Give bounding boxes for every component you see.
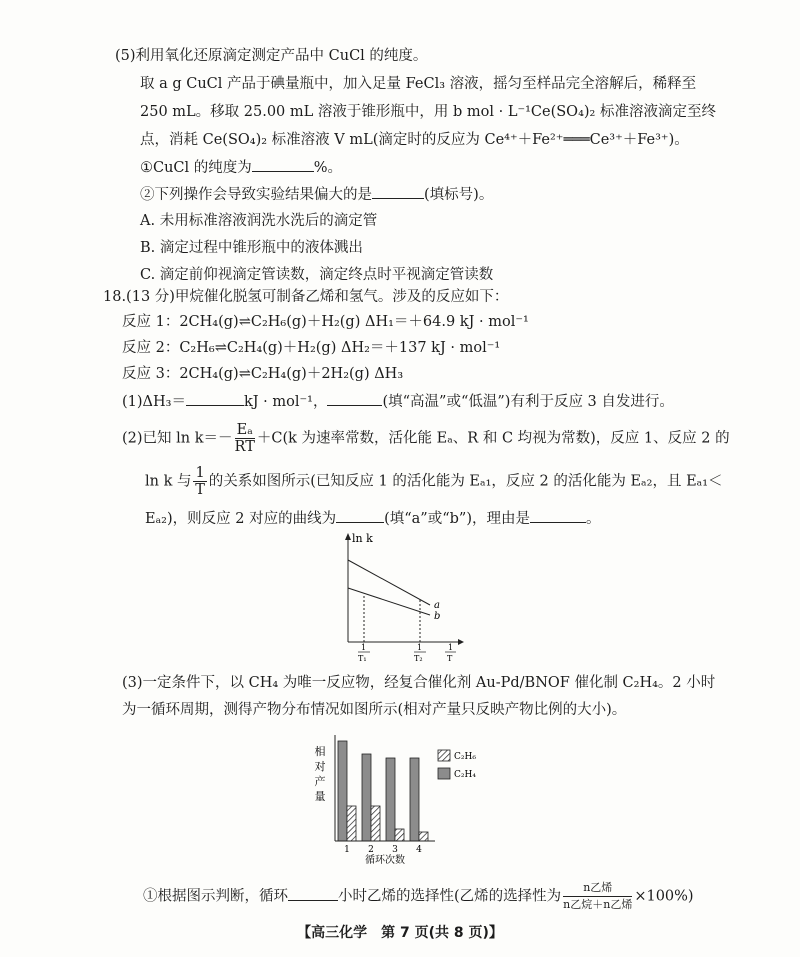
q18-part3-sub1 — [143, 880, 694, 913]
tick-t1-den: T₁ — [358, 654, 367, 663]
bar-c2h4-cycle-2 — [362, 754, 371, 841]
y-axis-label: ln k — [352, 532, 373, 545]
q17-5-sub2-hint: (填标号)。 — [424, 187, 494, 203]
selectivity-fraction — [563, 880, 632, 913]
reaction-2: 反应 2：C₂H₆⇌C₂H₄(g)＋H₂(g) ΔH₂＝＋137 kJ · mol⁻¹ — [122, 340, 501, 356]
curve-a-label: a — [434, 600, 440, 611]
q18-part2-relation: 的关系如图所示(已知反应 1 的活化能为 Eₐ₁，反应 2 的活化能为 Eₐ₂，且 Eₐ₁＜ — [208, 473, 723, 490]
q18-part1-text: (1)ΔH₃＝ — [122, 394, 186, 410]
q18-part1-unit: kJ · mol⁻¹， — [243, 394, 328, 410]
x-tick-label: 1 — [344, 845, 350, 855]
fraction-denominator: n乙烷＋n乙烯 — [563, 898, 633, 911]
legend-swatch-c2h4 — [438, 768, 450, 779]
bar-c2h6-cycle-4 — [419, 832, 428, 841]
q18-part3-sub1-end: ×100%) — [634, 888, 694, 905]
q17-5-sub1 — [140, 157, 342, 178]
curve-b — [348, 588, 430, 615]
option-b: B. 滴定过程中锥形瓶中的液体溅出 — [140, 240, 363, 256]
q17-5-sub1-unit: %。 — [313, 160, 343, 176]
y-axis-label-char: 量 — [314, 790, 326, 803]
answer-blank[interactable] — [530, 508, 586, 523]
q18-part3-line2: 为一循环周期，测得产物分布情况如图所示(相对产量只反映产物比例的大小)。 — [122, 702, 627, 718]
q18-part1 — [122, 391, 674, 412]
x-tick-label: 3 — [392, 845, 398, 855]
option-c: C. 滴定前仰视滴定管读数，滴定终点时平视滴定管读数 — [140, 267, 494, 283]
bar-c2h4-cycle-3 — [386, 758, 395, 841]
bar-c2h4-cycle-4 — [410, 758, 419, 841]
legend-label-c2h4: C₂H₄ — [454, 770, 476, 780]
curve-a — [348, 560, 430, 605]
q17-5-sub2 — [140, 184, 493, 205]
fraction-denominator: RT — [234, 439, 255, 455]
q17-5-title: (5)利用氧化还原滴定测定产品中 CuCl 的纯度。 — [115, 48, 428, 64]
reaction-3: 反应 3：2CH₄(g)⇌C₂H₄(g)＋2H₂(g) ΔH₃ — [122, 366, 404, 382]
answer-blank[interactable] — [288, 886, 338, 901]
q18-part2-line3 — [145, 508, 601, 529]
y-axis-label-char: 对 — [314, 760, 326, 773]
y-axis-label-char: 产 — [314, 775, 326, 788]
bar-c2h6-cycle-3 — [395, 829, 404, 841]
tick-t-num: 1 — [448, 643, 454, 652]
option-a: A. 未用标准溶液润洗水洗后的滴定管 — [140, 213, 378, 229]
bars-group — [338, 741, 428, 841]
tick-t2-num: 1 — [417, 643, 423, 652]
bar-c2h4-cycle-1 — [338, 741, 347, 841]
q17-5-para-line3: 点，消耗 Ce(SO₄)₂ 标准溶液 V mL(滴定时的反应为 Ce⁴⁺＋Fe²⁺═══Ce³⁺＋Fe³⁺)。 — [140, 132, 689, 148]
x-axis-label: 循环次数 — [365, 855, 405, 866]
tick-t-den: T — [447, 654, 453, 663]
q18-part2-hint: (填“a”或“b”)，理由是 — [384, 511, 530, 527]
answer-blank[interactable] — [327, 391, 382, 406]
q18-part2-text-cont: ＋C(k 为速率常数，活化能 Eₐ、R 和 C 均视为常数)，反应 1、反应 2 的 — [256, 430, 730, 447]
x-tick-label: 4 — [416, 845, 422, 855]
answer-blank[interactable] — [336, 508, 384, 523]
fraction-numerator: Eₐ — [235, 422, 255, 439]
tick-t2-den: T₂ — [414, 654, 423, 663]
q17-5-para-line2: 250 mL。移取 25.00 mL 溶液于锥形瓶中，用 b mol · L⁻¹Ce(SO₄)₂ 标准溶液滴定至终 — [140, 104, 716, 120]
fraction-numerator: n乙烯 — [563, 880, 632, 897]
x-tick-labels — [344, 845, 422, 855]
reaction-1: 反应 1：2CH₄(g)⇌C₂H₆(g)＋H₂(g) ΔH₁＝＋64.9 kJ · mol⁻¹ — [122, 314, 529, 330]
tick-t1-num: 1 — [361, 643, 367, 652]
q18-part3-sub1-text: ①根据图示判断，循环 — [143, 888, 288, 905]
answer-blank[interactable] — [252, 157, 314, 172]
legend-swatch-c2h6 — [438, 750, 450, 761]
legend-label-c2h6: C₂H₆ — [454, 752, 476, 762]
q17-5-para-line1: 取 a g CuCl 产品于碘量瓶中，加入足量 FeCl₃ 溶液，摇匀至样品完全溶解后，稀释至 — [140, 76, 697, 92]
bar-c2h6-cycle-1 — [347, 806, 356, 841]
curve-b-label: b — [434, 611, 441, 622]
x-axis-arrow — [458, 639, 464, 645]
product-distribution-chart — [300, 733, 520, 868]
q17-5-sub2-text: ②下列操作会导致实验结果偏大的是 — [140, 187, 372, 203]
fraction — [235, 422, 255, 455]
q18-part2-end: 。 — [586, 511, 601, 527]
y-axis-label-char: 相 — [314, 745, 326, 758]
y-axis-label — [315, 744, 326, 803]
lnk-graph — [328, 530, 468, 670]
q18-part3-sub1-mid: 小时乙烯的选择性(乙烯的选择性为 — [338, 888, 562, 905]
q18-part2-ask: Eₐ₂)，则反应 2 对应的曲线为 — [145, 511, 337, 527]
q18-part1-hint: (填“高温”或“低温”)有利于反应 3 自发进行。 — [382, 394, 674, 410]
page-footer: 【高三化学 第 7 页(共 8 页)】 — [297, 925, 503, 941]
q18-heading: 18.(13 分)甲烷催化脱氢可制备乙烯和氢气。涉及的反应如下： — [103, 289, 509, 305]
q18-part2-line2 — [145, 465, 723, 498]
q18-part3-line1: (3)一定条件下，以 CH₄ 为唯一反应物，经复合催化剂 Au-Pd/BNOF 催化制 C₂H₄。2 小时 — [122, 675, 716, 691]
fraction — [193, 465, 206, 498]
bar-c2h6-cycle-2 — [371, 806, 380, 841]
fraction-denominator: T — [195, 482, 205, 498]
answer-blank[interactable] — [186, 391, 244, 406]
q18-part2-line1 — [122, 422, 730, 455]
answer-blank[interactable] — [372, 184, 424, 199]
q18-part2-lnk: ln k 与 — [145, 473, 192, 490]
y-axis-arrow — [345, 533, 351, 540]
q18-part2-text: (2)已知 ln k＝－ — [122, 430, 233, 447]
q17-5-sub1-text: ①CuCl 的纯度为 — [140, 160, 252, 176]
x-tick-label: 2 — [368, 845, 374, 855]
fraction-numerator: 1 — [195, 465, 205, 481]
